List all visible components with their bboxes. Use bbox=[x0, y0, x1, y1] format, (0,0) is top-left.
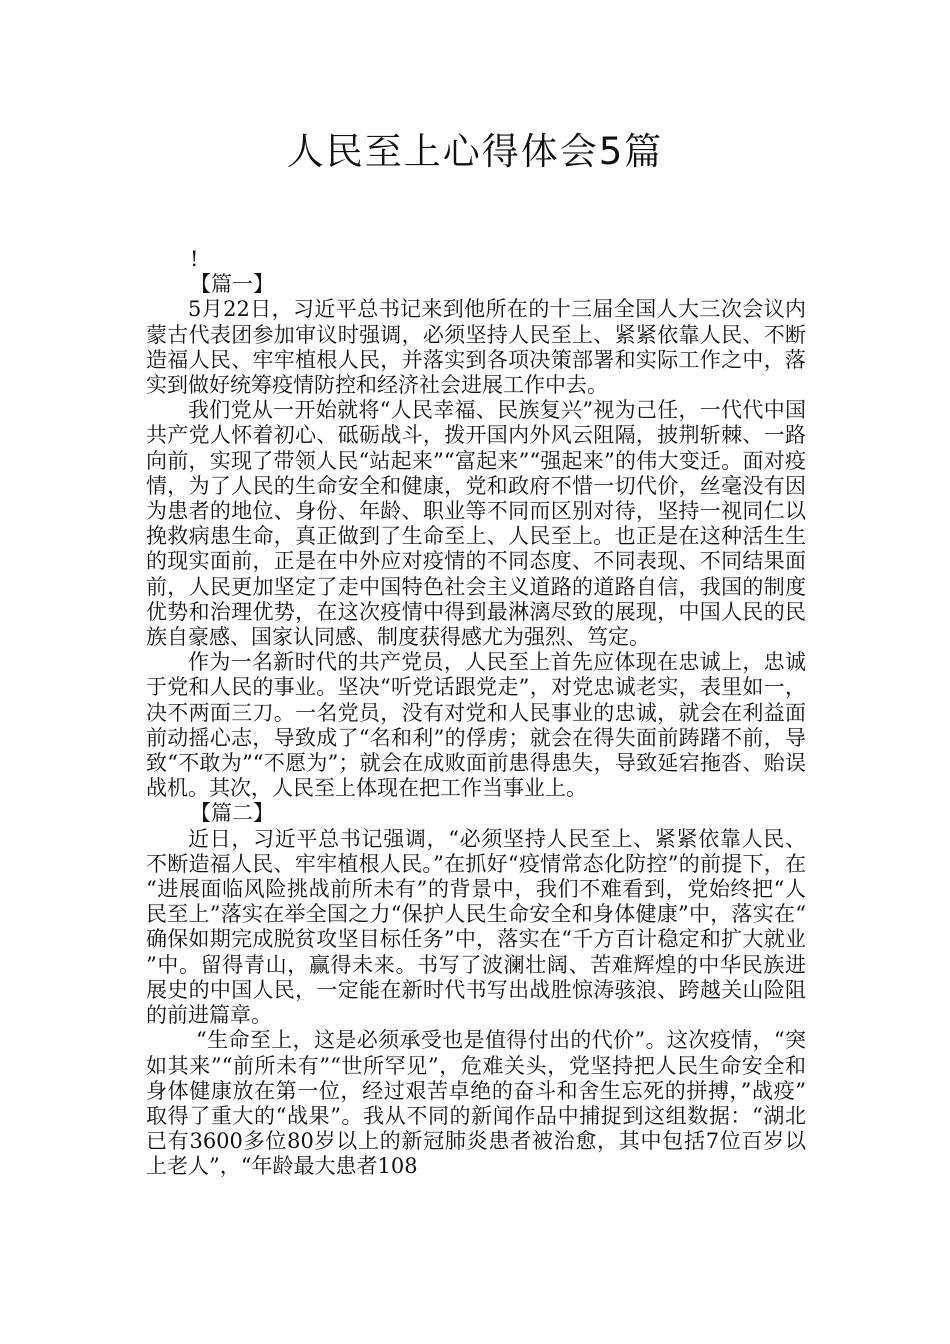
paragraph: 近日，习近平总书记强调，“必须坚持人民至上、紧紧依靠人民、不断造福人民、牢牢植根人民。”在抓好“疫情常态化防控”的前提下，在“进展面临风险挑战前所未有”的背景中，我们不难看到，党始终把“人民至上”落实在举全国之力“保护人民生命安全和身体健康”中，落实在“确保如期完成脱贫攻坚目标任务”中，落实在“千方百计稳定和扩大就业”中。留得青山，赢得未来。书写了波澜壮阔、苦难辉煌的中华民族进展史的中国人民，一定能在新时代书写出战胜惊涛骇浪、跨越关山险阻的前进篇章。 bbox=[146, 826, 806, 1028]
paragraph: 作为一名新时代的共产党员，人民至上首先应体现在忠诚上，忠诚于党和人民的事业。坚决“听党话跟党走”，对党忠诚老实，表里如一，决不两面三刀。一名党员，没有对党和人民事业的忠诚，就会在利益面前动摇心志，导致成了“名和利”的俘虏；就会在得失面前踌躇不前，导致“不敢为”“不愿为”；就会在成败面前患得患失，导致延宕拖沓、贻误战机。其次，人民至上体现在把工作当事业上。 bbox=[146, 650, 806, 801]
exclamation-marker: ! bbox=[190, 247, 199, 271]
paragraph: 5月22日，习近平总书记来到他所在的十三届全国人大三次会议内蒙古代表团参加审议时强调，必须坚持人民至上、紧紧依靠人民、不断造福人民、牢牢植根人民，并落实到各项决策部署和实际工作之中，落实到做好统筹疫情防控和经济社会进展工作中去。 bbox=[146, 297, 806, 398]
paragraph: “生命至上，这是必须承受也是值得付出的代价”。这次疫情，“突如其来”“前所未有”“世所罕见”，危难关头，党坚持把人民生命安全和身体健康放在第一位，经过艰苦卓绝的奋斗和舍生忘死的拼搏，”战疫”取得了重大的“战果”。我从不同的新闻作品中捕捉到这组数据：“湖北已有3600多位80岁以上的新冠肺炎患者被治愈，其中包括7位百岁以上老人”，“年龄最大患者108 bbox=[146, 1028, 806, 1179]
section-heading-1: 【篇一】 bbox=[190, 272, 274, 297]
section-heading-2: 【篇二】 bbox=[190, 801, 274, 826]
paragraph: 我们党从一开始就将“人民幸福、民族复兴”视为己任，一代代中国共产党人怀着初心、砥砺战斗，拨开国内外风云阻隔，披荆斩棘、一路向前，实现了带领人民“站起来”“富起来”“强起来”的伟大变迁。面对疫情，为了人民的生命安全和健康，党和政府不惜一切代价，丝毫没有因为患者的地位、身份、年龄、职业等不同而区别对待，坚持一视同仁以挽救病患生命，真正做到了生命至上、人民至上。也正是在这种活生生的现实面前，正是在中外应对疫情的不同态度、不同表现、不同结果面前，人民更加坚定了走中国特色社会主义道路的道路自信，我国的制度优势和治理优势，在这次疫情中得到最淋漓尽致的展现，中国人民的民族自豪感、国家认同感、制度获得感尤为强烈、笃定。 bbox=[146, 398, 806, 650]
document-body bbox=[146, 247, 806, 1180]
document-title: 人民至上心得体会5篇 bbox=[286, 130, 664, 173]
